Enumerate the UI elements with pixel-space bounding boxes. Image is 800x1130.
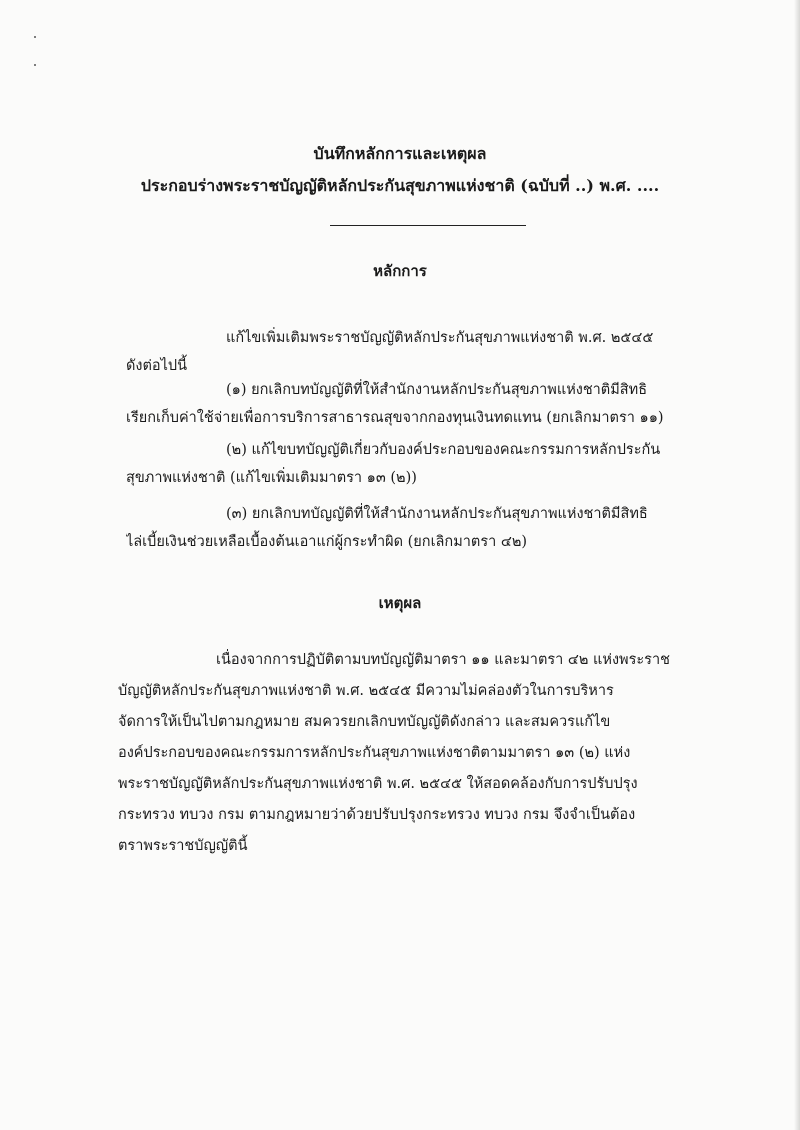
reason-line: องค์ประกอบของคณะกรรมการหลักประกันสุขภาพแห่งชาติตามมาตรา ๑๓ (๒) แห่ง bbox=[118, 745, 631, 761]
principle-item-line: (๒) แก้ไขบทบัญญัติเกี่ยวกับองค์ประกอบของคณะกรรมการหลักประกัน bbox=[226, 442, 661, 458]
reason-line: จัดการให้เป็นไปตามกฎหมาย สมควรยกเลิกบทบัญญัติดังกล่าว และสมควรแก้ไข bbox=[118, 714, 611, 730]
reason-heading: เหตุผล bbox=[378, 594, 422, 612]
reason-line: กระทรวง ทบวง กรม ตามกฎหมายว่าด้วยปรับปรุงกระทรวง ทบวง กรม จึงจำเป็นต้อง bbox=[118, 807, 636, 823]
principle-item-line: เรียกเก็บค่าใช้จ่ายเพื่อการบริการสาธารณสุขจากกองทุนเงินทดแทน (ยกเลิกมาตรา ๑๑) bbox=[126, 410, 664, 426]
document-title: บันทึกหลักการและเหตุผล bbox=[313, 144, 487, 163]
title-block bbox=[0, 138, 800, 202]
scan-speck bbox=[34, 64, 36, 66]
principle-intro-line: แก้ไขเพิ่มเติมพระราชบัญญัติหลักประกันสุขภาพแห่งชาติ พ.ศ. ๒๕๔๕ bbox=[226, 330, 654, 346]
principle-item-1 bbox=[126, 376, 706, 432]
reason-line: พระราชบัญญัติหลักประกันสุขภาพแห่งชาติ พ.ศ. ๒๕๔๕ ให้สอดคล้องกับการปรับปรุง bbox=[118, 776, 638, 792]
principle-item-3 bbox=[126, 500, 706, 556]
reason-line: ตราพระราชบัญญัตินี้ bbox=[118, 838, 248, 854]
scan-speck bbox=[34, 36, 36, 38]
principle-item-line: (๓) ยกเลิกบทบัญญัติที่ให้สำนักงานหลักประกันสุขภาพแห่งชาติมีสิทธิ bbox=[226, 506, 648, 522]
reason-paragraph bbox=[118, 645, 710, 862]
document-subtitle: ประกอบร่างพระราชบัญญัติหลักประกันสุขภาพแห่งชาติ (ฉบับที่ ..) พ.ศ. .... bbox=[140, 176, 660, 195]
principle-item-2 bbox=[126, 436, 706, 492]
principle-intro-line: ดังต่อไปนี้ bbox=[126, 358, 188, 374]
reason-line: เนื่องจากการปฏิบัติตามบทบัญญัติมาตรา ๑๑ และมาตรา ๔๒ แห่งพระราช bbox=[216, 652, 670, 668]
reason-line: บัญญัติหลักประกันสุขภาพแห่งชาติ พ.ศ. ๒๕๔๕ มีความไม่คล่องตัวในการบริหาร bbox=[118, 683, 614, 699]
principle-item-line: (๑) ยกเลิกบทบัญญัติที่ให้สำนักงานหลักประกันสุขภาพแห่งชาติมีสิทธิ bbox=[226, 382, 648, 398]
principle-intro bbox=[126, 324, 706, 380]
principle-item-line: ไล่เบี้ยเงินช่วยเหลือเบื้องต้นเอาแก่ผู้กระทำผิด (ยกเลิกมาตรา ๔๒) bbox=[126, 534, 528, 550]
principle-heading: หลักการ bbox=[373, 262, 427, 280]
title-divider bbox=[330, 225, 526, 226]
principle-item-line: สุขภาพแห่งชาติ (แก้ไขเพิ่มเติมมาตรา ๑๓ (๒)) bbox=[126, 470, 417, 486]
